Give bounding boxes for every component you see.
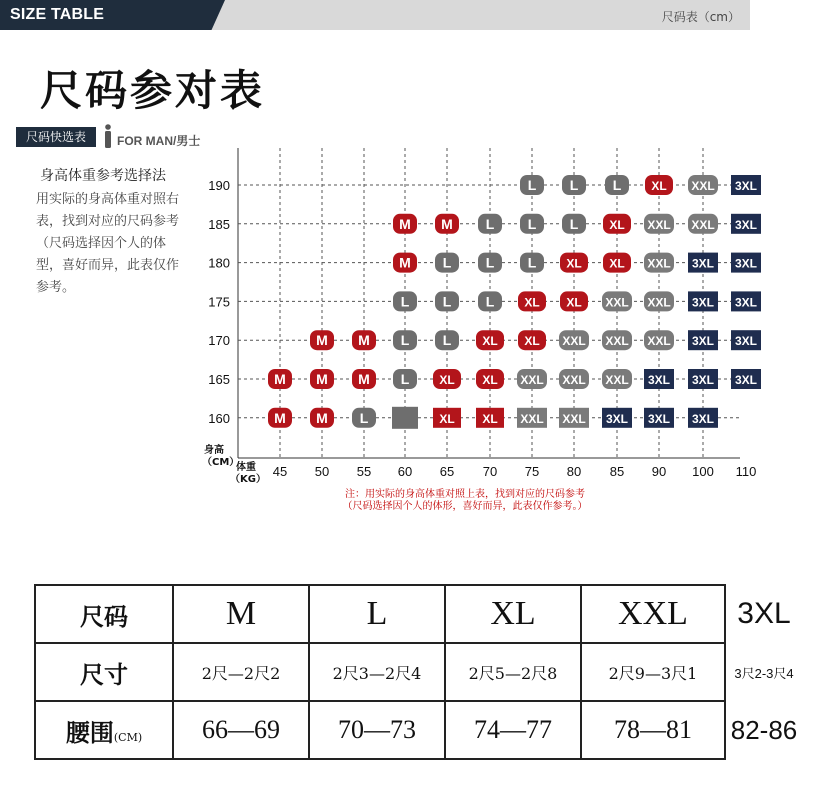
measure-row-label: 尺寸 (35, 643, 173, 701)
size-mark-blank (392, 407, 418, 429)
size-mark-label: L (442, 293, 452, 310)
size-mark-label: 3XL (734, 179, 758, 193)
size-mark-label: L (442, 254, 452, 271)
size-header-l: L (309, 585, 445, 643)
size-mark-label: M (399, 254, 411, 271)
size-header-xl: XL (445, 585, 581, 643)
x-tick-label: 60 (397, 464, 413, 479)
waist-cell: 82-86 (725, 701, 802, 759)
size-mark-label: 3XL (734, 295, 758, 310)
size-mark-label: XXL (647, 334, 671, 349)
size-mark-label: XL (609, 256, 625, 271)
y-tick-label: 165 (208, 372, 230, 387)
x-tick-label: 45 (272, 464, 288, 479)
header-unit-label: 尺码表（cm） (661, 10, 740, 24)
size-mark-label: L (485, 215, 495, 232)
size-mark-label: M (316, 332, 328, 349)
size-header-m: M (173, 585, 309, 643)
size-mark-label: XXL (562, 334, 586, 349)
size-mark-label: XL (482, 411, 498, 426)
size-mark-label: 3XL (691, 256, 715, 271)
size-mark-label: M (274, 409, 286, 426)
size-mark-label: L (359, 409, 369, 426)
y-axis-label-unit: （CM） (202, 457, 240, 468)
size-mark-label: 3XL (691, 373, 715, 387)
size-header-label: 尺码 (35, 585, 173, 643)
size-mark-label: L (569, 215, 579, 232)
y-tick-label: 175 (208, 294, 230, 310)
size-mark-label: XL (566, 295, 582, 310)
size-mark-label: M (358, 371, 370, 387)
size-mark-label: 3XL (691, 334, 715, 349)
size-mark-label: L (485, 293, 495, 310)
size-mark-label: XL (524, 334, 540, 349)
size-mark-label: 3XL (647, 373, 671, 387)
waist-cell: 70—73 (309, 701, 445, 759)
size-mark-label: 3XL (691, 411, 715, 426)
waist-cell: 78—81 (581, 701, 725, 759)
y-tick-label: 180 (208, 255, 230, 271)
size-chart (0, 140, 813, 520)
size-mark-label: 3XL (691, 295, 715, 310)
size-mark-label: 3XL (734, 373, 758, 387)
size-mark-label: XXL (647, 256, 671, 271)
x-tick-label: 50 (314, 464, 330, 479)
size-mark-label: XL (566, 256, 582, 271)
size-mark-label: 3XL (605, 411, 629, 426)
size-mark-label: XL (651, 179, 667, 193)
x-tick-label: 70 (482, 464, 498, 479)
size-mark-label: L (400, 332, 410, 349)
size-mark-label: XXL (605, 295, 629, 310)
waist-label: 腰围 (65, 717, 114, 747)
table-row (35, 643, 802, 701)
size-mark-label: XXL (605, 334, 629, 349)
size-mark-label: M (316, 371, 328, 387)
quick-select-tab: 尺码快选表 (16, 127, 96, 147)
size-mark-label: XXL (647, 295, 671, 310)
x-axis-label: 体重 (236, 462, 256, 473)
size-mark-label: L (442, 332, 452, 349)
waist-cell: 66—69 (173, 701, 309, 759)
size-mark-label: 3XL (647, 411, 671, 426)
x-axis-label-unit: （KG） (230, 474, 266, 485)
size-mark-label: XXL (691, 179, 715, 193)
size-mark-label: M (441, 215, 453, 232)
method-title: 身高体重参考选择法 (40, 168, 166, 184)
size-mark-label: XL (439, 411, 455, 426)
size-mark-label: XL (482, 334, 498, 349)
y-tick-label: 190 (208, 178, 230, 193)
size-mark-label: L (527, 177, 537, 193)
size-mark-label: XXL (647, 217, 671, 232)
size-header-3xl: 3XL (737, 597, 791, 630)
size-mark-label: XXL (605, 373, 629, 387)
x-tick-label: 55 (356, 464, 372, 479)
x-tick-label: 110 (735, 464, 757, 479)
size-mark-label: XXL (520, 373, 544, 387)
size-mark-label: XL (609, 217, 625, 232)
size-mark-label: XL (482, 373, 498, 387)
y-axis-label: 身高 (204, 445, 224, 456)
size-mark-label: L (527, 215, 537, 232)
size-mark-label: XL (524, 295, 540, 310)
table-row (35, 701, 802, 759)
header-title: SIZE TABLE (10, 6, 105, 23)
x-tick-label: 65 (439, 464, 455, 479)
page-title: 尺码参对表 (40, 66, 266, 115)
size-mark-label: L (527, 254, 537, 271)
chart-note: 注：用实际的身高体重对照上表，找到对应的尺码参考 (345, 489, 585, 500)
size-mark-label: XXL (562, 373, 586, 387)
size-header-xxl: XXL (581, 585, 725, 643)
waist-row-label (35, 701, 173, 759)
measure-cell: 3尺2-3尺4 (734, 665, 794, 681)
method-body: 用实际的身高体重对照右表，找到对应的尺码参考（尺码选择因个人的体型，喜好而异，此表仅作参考。 (36, 192, 180, 295)
y-tick-label: 170 (208, 333, 230, 349)
waist-cell: 74—77 (445, 701, 581, 759)
x-tick-label: 100 (692, 464, 714, 479)
x-tick-label: 80 (566, 464, 582, 479)
y-tick-label: 185 (208, 216, 230, 232)
size-mark-label: L (569, 177, 579, 193)
waist-unit: (CM) (113, 730, 143, 744)
for-man-label: FOR MAN/男士 (117, 134, 201, 148)
size-mark-label: L (400, 371, 410, 387)
size-mark-label: L (485, 254, 495, 271)
y-tick-label: 160 (208, 410, 230, 426)
size-mark-label: M (316, 409, 328, 426)
size-mark-label: 3XL (734, 217, 758, 232)
x-tick-label: 85 (609, 464, 625, 479)
size-mark-label: XL (439, 373, 455, 387)
size-table (34, 584, 802, 760)
size-mark-label: XXL (562, 411, 586, 426)
size-mark-label: XXL (520, 411, 544, 426)
size-mark-label: L (612, 177, 622, 193)
size-mark-label: XXL (691, 217, 715, 232)
size-mark-label: L (400, 293, 410, 310)
x-tick-label: 75 (524, 464, 540, 479)
size-mark-label: M (358, 332, 370, 349)
measure-cell: 2尺9—3尺1 (581, 643, 725, 701)
measure-cell: 2尺—2尺2 (173, 643, 309, 701)
size-mark-label: M (399, 215, 411, 232)
size-mark-label: 3XL (734, 334, 758, 349)
x-tick-label: 90 (651, 464, 667, 479)
size-mark-label: 3XL (734, 256, 758, 271)
table-row (35, 585, 802, 643)
measure-cell: 2尺3—2尺4 (309, 643, 445, 701)
size-mark-label: M (274, 371, 286, 387)
measure-cell: 2尺5—2尺8 (445, 643, 581, 701)
chart-note: （尺码选择因个人的体形，喜好而异，此表仅作参考。） (342, 501, 588, 512)
